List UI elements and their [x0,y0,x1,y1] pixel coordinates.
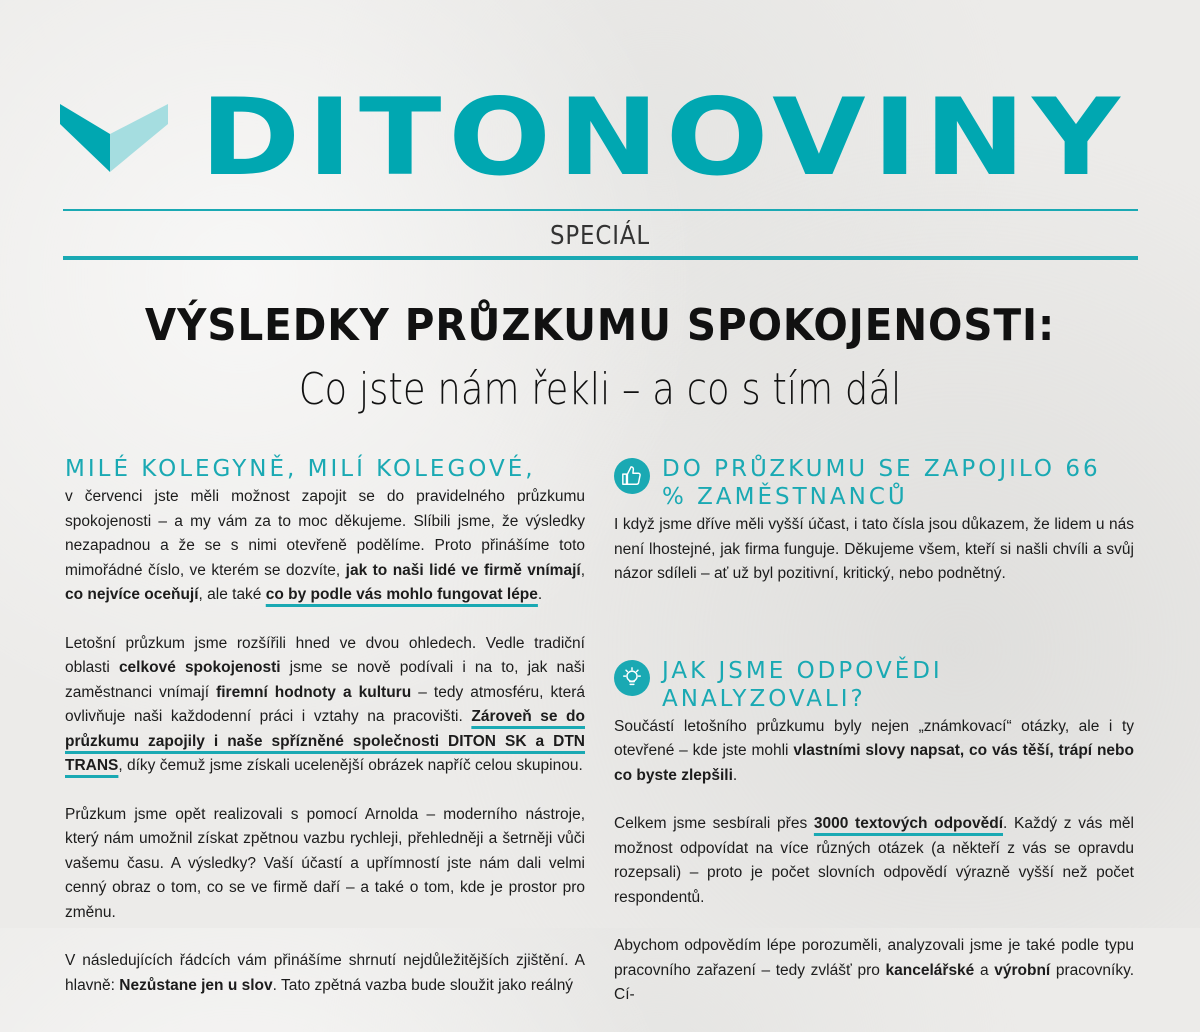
masthead-divider-top [63,209,1138,211]
chevron-logo-icon [60,104,168,172]
summary-paragraph: V následujících řádcích vám přinášíme shrnutí nejdůležitějších zjištění. A hlavně: Nezůstane jen u slov. Tato zpětná vazba bude sloužit jako reálný [65,952,585,994]
section-analysis-heading: JAK JSME ODPOVĚDI ANALYZOVALI? [614,657,1134,713]
thumbs-up-icon [614,458,650,494]
greeting-heading: MILÉ KOLEGYNĚ, MILÍ KOLEGOVÉ, [65,456,536,482]
masthead-divider-bottom [63,256,1138,260]
tool-paragraph: Průzkum jsme opět realizovali s pomocí Arnolda – moderního nástroje, který nám umožnil získat zpětnou vazbu rychleji, přehledněji a šetrněji vůči vašemu času. A výsledky? Vaší účastí a upřímností jste nám dali velmi cenný obraz o tom, co se ve firmě daří – a také o tom, kde je prostor pro změnu. [65,805,585,921]
right-column [614,455,1134,1032]
intro-paragraph: v červenci jste měli možnost zapojit se do pravidelného průzkumu spokojenosti – a my vám za to moc děkujeme. Slíbili jsme, že výsledky nezapadnou a že se s nimi otevřeně podělíme. Proto přinášíme toto mimořádné číslo, ve kterém se dozvíte, jak to naši lidé ve firmě vnímají, co nejvíce oceňují, ale také co by podle vás mohlo fungovat lépe. [65,488,585,603]
left-column [65,455,585,1022]
masthead-title: DITONOVINY [200,76,1127,199]
highlight-text: co by podle vás mohlo fungovat lépe [265,586,538,603]
scope-paragraph: Letošní průzkum jsme rozšířili hned ve dvou ohledech. Vedle tradiční oblasti celkové spokojenosti jsme se nově podívali i na to, jak naši zaměstnanci vnímají firemní hodnoty a kulturu – tedy atmosféru, která ovlivňuje naši každodenní práci i vztahy na pracovišti. Zároveň se do průzkumu zapojily i naše spřízněné společnosti DITON SK a DTN TRANS, díky čemuž jsme získali ucelenější obrázek napříč celou skupinou. [65,634,585,774]
analysis-paragraph-1: Součástí letošního průzkumu byly nejen „známkovací“ otázky, ale i ty otevřené – kde jste mohli vlastními slovy napsat, co vás těší, trápí nebo co byste zlepšili. [614,717,1134,784]
headline-title: VÝSLEDKY PRŮZKUMU SPOKOJENOSTI: [144,300,1056,351]
highlight-text: Zároveň se do průzkumu zapojily i naše spřízněné společnosti DITON SK a DTN TRANS [65,708,585,774]
analysis-paragraph-2: Celkem jsme sesbírali přes 3000 textových odpovědí. Každý z vás měl možnost odpovídat na více různých otázek (a někteří z vás se opravdu rozepsali) – proto je počet slovních odpovědí výrazně vyšší než počet respondentů. [614,815,1134,906]
section-participation-heading: DO PRŮZKUMU SE ZAPOJILO 66 % ZAMĚSTNANCŮ [614,455,1134,511]
edition-label: SPECIÁL [549,221,651,251]
analysis-paragraph-3: Abychom odpovědím lépe porozuměli, analyzovali jsme je také podle typu pracovního zařazení – tedy zvlášť pro kancelářské a výrobní pracovníky. Cí- [614,937,1134,1003]
highlight-text: 3000 textových odpovědí [813,815,1003,832]
lightbulb-icon [614,660,650,696]
masthead [60,76,1138,199]
participation-paragraph: I když jsme dříve měli vyšší účast, i tato čísla jsou důkazem, že lidem u nás není lhostejné, jak firma funguje. Děkujeme všem, kteří si našli chvíli a svůj názor sdíleli – ať už byl pozitivní, kritický, nebo podnětný. [614,516,1134,582]
headline-subtitle: Co jste nám řekli – a co s tím dál [298,364,902,415]
